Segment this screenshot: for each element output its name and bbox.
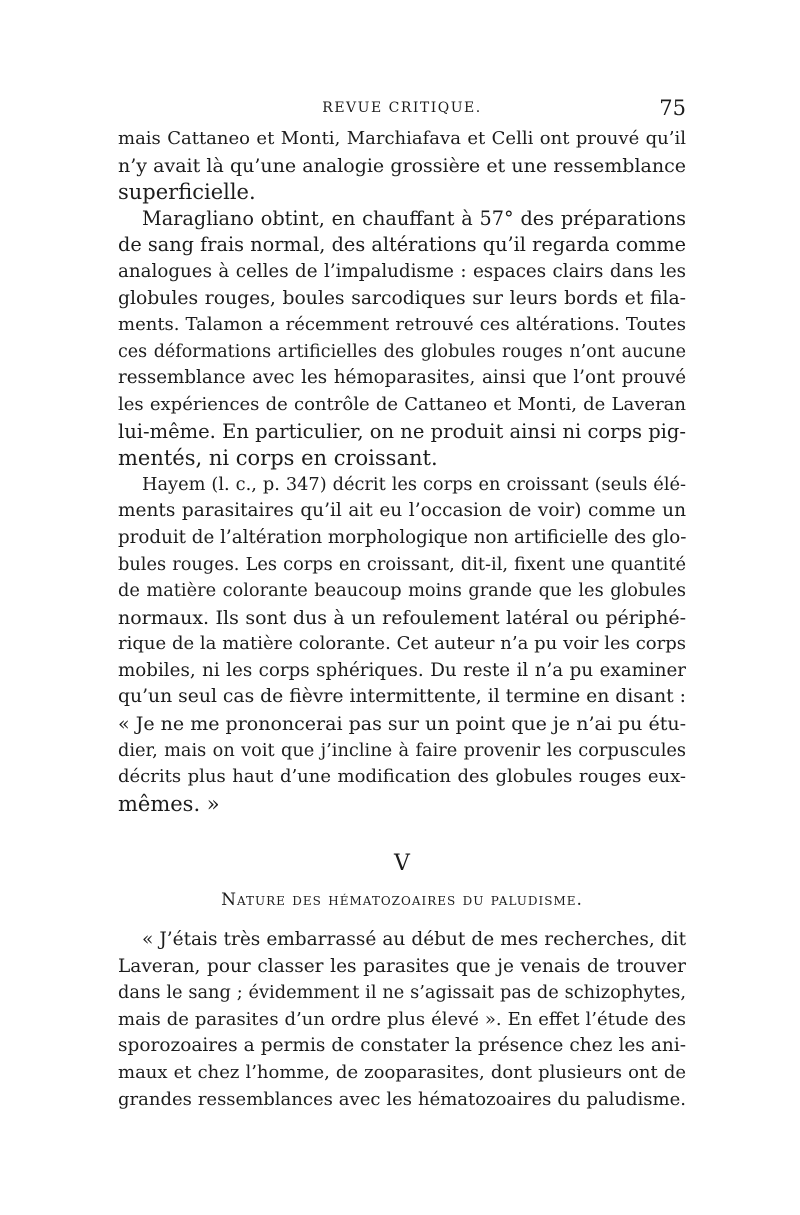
text-line: produit de l’altération morphologique non artificielle des glo- (118, 526, 687, 548)
text-line: dans le sang ; évidemment il ne s’agissait pas de schizophytes, (118, 983, 686, 1004)
text-line: Laveran, pour classer les parasites que je venais de trouver (118, 955, 686, 977)
text-line: normaux. Ils sont dus à un refoulement latéral ou périphé- (118, 606, 686, 629)
text-line: maux et chez l’homme, de zooparasites, dont plusieurs ont de (118, 1061, 686, 1083)
text-line: ressemblance avec les hémoparasites, ainsi que l’ont prouvé (118, 367, 686, 389)
text-line: de matière colorante beaucoup moins grande que les globules (118, 581, 686, 602)
text-line: mêmes. » (118, 791, 220, 816)
page-number: 75 (659, 96, 686, 120)
text-line: globules rouges, boules sarcodiques sur leurs bords et fila- (118, 287, 686, 309)
text-line: mobiles, ni les corps sphériques. Du reste il n’a pu examiner (118, 659, 686, 681)
text-line: Hayem (l. c., p. 347) décrit les corps en croissant (seuls élé- (142, 474, 686, 495)
text-line: mais Cattaneo et Monti, Marchiafava et Celli ont prouvé qu’il (118, 128, 686, 149)
text-line: décrits plus haut d’une modification des globules rouges eux- (118, 766, 686, 788)
section-number: V (394, 851, 410, 876)
text-line: ments parasitaires qu’il ait eu l’occasion de voir) comme un (118, 500, 686, 522)
text-line: ments. Talamon a récemment retrouvé ces altérations. Toutes (118, 314, 686, 336)
text-line: les expériences de contrôle de Cattaneo et Monti, de Laveran (118, 393, 686, 415)
body-text (118, 126, 686, 817)
text-line: analogues à celles de l’impaludisme : espaces clairs dans les (118, 260, 686, 282)
text-line: grandes ressemblances avec les hématozoaires du paludisme. (118, 1088, 686, 1110)
text-line: sporozoaires a permis de constater la présence chez les ani- (118, 1035, 686, 1057)
text-line: « J’étais très embarrassé au début de mes recherches, dit (142, 929, 686, 950)
text-line: superficielle. (118, 180, 256, 205)
running-head: REVUE CRITIQUE. (322, 100, 482, 116)
text-line: Maragliano obtint, en chauffant à 57° des préparations (142, 206, 686, 230)
page-header (118, 96, 686, 126)
text-line: mais de parasites d’un ordre plus élevé ». En effet l’étude des (118, 1008, 686, 1030)
text-line: ces déformations artificielles des globules rouges n’ont aucune (118, 341, 686, 362)
text-line: « Je ne me prononcerai pas sur un point que je n’ai pu étu- (118, 713, 686, 736)
text-line: de sang frais normal, des altérations qu’il regarda comme (118, 233, 686, 257)
text-line: bules rouges. Les corps en croissant, dit-il, fixent une quantité (118, 554, 686, 575)
text-line: lui-même. En particulier, on ne produit ainsi ni corps pig- (118, 419, 686, 443)
text-line: mentés, ni corps en croissant. (118, 446, 438, 471)
text-line: rique de la matière colorante. Cet auteur n’a pu voir les corps (118, 633, 686, 655)
body-text-section-v (118, 927, 686, 1113)
text-line: qu’un seul cas de fièvre intermittente, il termine en disant : (118, 686, 686, 708)
text-line: n’y avait là qu’une analogie grossière et une ressemblance (118, 154, 686, 177)
text-line: dier, mais on voit que j’incline à faire provenir les corpuscules (118, 740, 686, 761)
section-title: Nature des hématozoaires du paludisme. (221, 890, 583, 910)
